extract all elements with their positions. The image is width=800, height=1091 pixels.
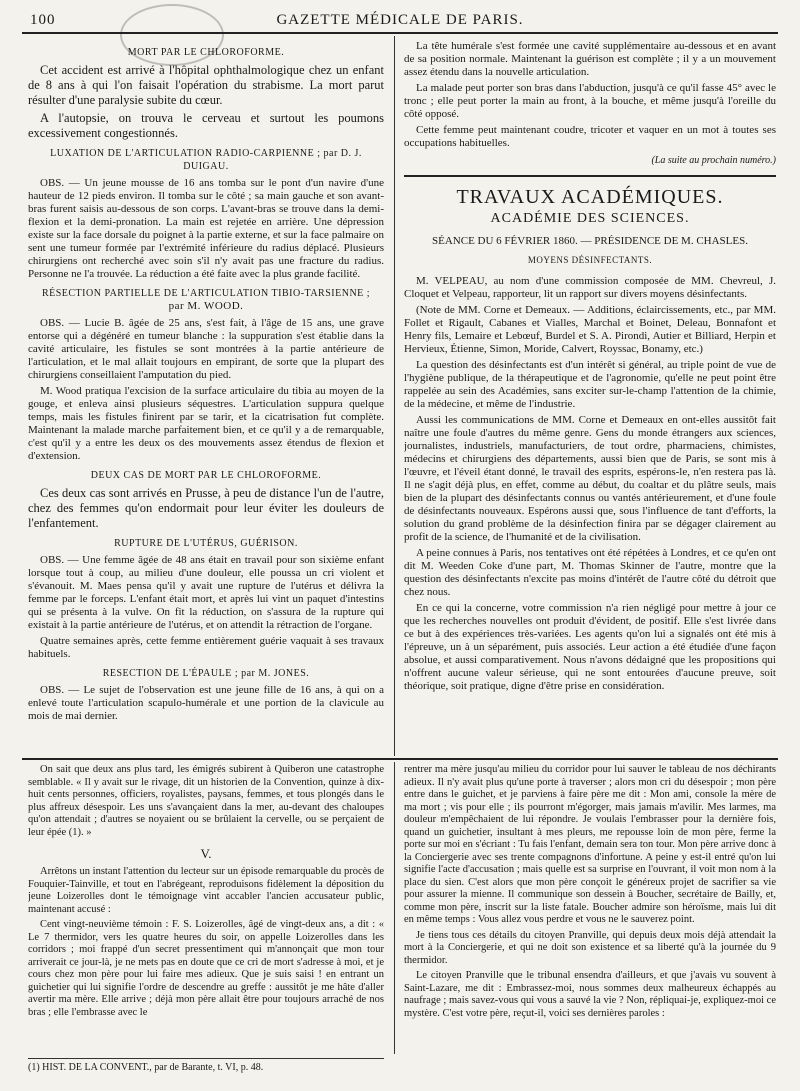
paragraph: OBS. — Le sujet de l'observation est une jeune fille de 16 ans, à qui on a enlevé toute l'articulation scapulo-humérale et une portion de la clavicule au mois de mai dernier. — [28, 684, 384, 722]
chapter-number: V. — [200, 846, 212, 861]
paragraph: Cette femme peut maintenant coudre, tricoter et vaquer en un mot à toutes ses occupations habituelles. — [404, 124, 776, 149]
paragraph: La question des désinfectants est d'un intérêt si général, au triple point de vue de l'hygiène publique, de la thérapeutique et de l'agronomie, qu'elle ne peut point être rappelée au sein des Académies, sans exciter sur-le-champ l'attention de la chimie, de la médecine, et même de l'industrie. — [404, 359, 776, 410]
paragraph: A l'autopsie, on trouva le cerveau et surtout les poumons excessivement congestionnés. — [28, 111, 384, 140]
paragraph: OBS. — Une femme âgée de 48 ans était en travail pour son sixième enfant lorsque tout à coup, au milieu d'une douleur, elle poussa un cri violent et s'évanouit. M. Maes pensa qu'il y avait une rupture de l'utérus et délivra la femme par le forceps. L'enfant était mort, et après lui vint un paquet d'intestins qui se présenta à la vulve. On fit la réduction, on s'assura de la rupture qui existait à la partie antérieure de l'utérus, et on attendit la rétraction de l'organe. — [28, 554, 384, 631]
footnote-rule — [28, 1058, 384, 1059]
page-header — [22, 10, 778, 34]
paragraph: (Note de MM. Corne et Demeaux. — Additions, éclaircissements, etc., par MM. Follet et Rigault, Cabanes et Vialles, Marchal et Boinet, Deleau, Bonnafont et Henry fils, Lemaire et Lebœuf, Burdel et S. A. Pirondi, Autier et Billiard, Herpin et Hervieux, Étienne, Simon, Moride, Calvert, Royssac, Bonamy, etc.) — [404, 304, 776, 355]
footnote: (1) HIST. DE LA CONVENT., par de Barante, t. VI, p. 48. — [28, 1062, 264, 1073]
paragraph: Le citoyen Pranville que le tribunal ensendra d'ailleurs, et que j'avais vu souvent à Saint-Lazare, me dit : Embrassez-moi, nous sommes deux malheureux échappés au naufrage ; mais savez-vous qui vous a sauvé la vie ? Non, répliquai-je, expliquez-moi ce mystère. C'est votre père, reçut-il, voici ses dernières paroles : — [404, 970, 776, 1019]
paragraph: Cet accident est arrivé à l'hôpital ophthalmologique chez un enfant de 8 ans à qui l'on faisait l'opération du strabisme. La mort parut résulter d'une paralysie subite du cœur. — [28, 63, 384, 107]
paragraph: La malade peut porter son bras dans l'abduction, jusqu'à ce qu'il fasse 45° avec le tronc ; elle peut porter la main au front, à la bouche, et même jusqu'à l'oreille du côté opposé. — [404, 82, 776, 120]
session-line: SÉANCE DU 6 FÉVRIER 1860. — PRÉSIDENCE DE M. CHASLES. — [432, 235, 748, 247]
paragraph: OBS. — Lucie B. âgée de 25 ans, s'est fait, à l'âge de 15 ans, une grave entorse qui a dégénéré en tumeur blanche : la suppuration s'est établie dans la cavité articulaire, les fistules se sont montrées à la partie antérieure de l'articulation, et le mal allait toujours en empirant, de sorte que la plupart des chirurgiens conseillaient l'amputation du pied. — [28, 317, 384, 381]
section-heading: MORT PAR LE CHLOROFORME. — [127, 47, 285, 58]
paragraph: M. Wood pratiqua l'excision de la surface articulaire du tibia au moyen de la gouge, et enleva ainsi plusieurs séquestres. L'articulation suppura quelque temps, mais les fistules finirent par se tarir, et la cicatrisation fut complète. Maintenant la malade marche parfaitement bien, et ce qu'il y a de remarquable, c'est qu'il y a entre les deux os des mouvements assez étendus de flexion et d'extension. — [28, 385, 384, 462]
academy-title: ACADÉMIE DES SCIENCES. — [490, 211, 690, 226]
section-heading: RUPTURE DE L'UTÉRUS, GUÉRISON. — [114, 538, 298, 549]
section-title: TRAVAUX ACADÉMIQUES. — [456, 186, 724, 208]
paragraph: Aussi les communications de MM. Corne et Demeaux en ont-elles aussitôt fait naître une foule d'autres du même genre. Gens du monde étrangers aux sciences, journalistes, industriels, manufacturiers, de tout ordre, pharmaciens, chimistes, médecins et chirurgiens des départements, aussi bien que de Paris, se sont mis à l'œuvre, et l'éveil étant donné, le travail des esprits, espérons-le, n'en restera pas là. Il ne s'agit déjà plus, en effet, comme au début, du coaltar et du plâtre seuls, mais bien de la plupart des désinfectants connus ou vantés antérieurement, et d'une foule de désinfectants nouveaux. Espérons aussi que, sous l'influence de tant d'efforts, la solution du grand problème de la désinfection finira par se dégager clairement au profit de la science, de l'humanité et de la civilisation. — [404, 414, 776, 543]
section-heading: RÉSECTION PARTIELLE DE L'ARTICULATION TIBIO-TARSIENNE ; — [41, 288, 371, 299]
section-heading: RESECTION DE L'ÉPAULE ; par M. JONES. — [102, 668, 310, 679]
section-heading: LUXATION DE L'ARTICULATION RADIO-CARPIENNE ; par D. J. DUIGAU. — [50, 148, 362, 172]
paragraph: Quatre semaines après, cette femme entièrement guérie vaquait à ses travaux habituels. — [28, 635, 384, 660]
section-rule — [404, 175, 776, 177]
paragraph: Ces deux cas sont arrivés en Prusse, à peu de distance l'un de l'autre, chez des femmes qu'on endormait pour leur éviter les douleurs de l'enfantement. — [28, 486, 384, 530]
page-number: 100 — [30, 12, 56, 28]
feuilleton-right-column — [404, 764, 776, 1052]
right-column — [404, 40, 776, 752]
topic-heading: MOYENS DÉSINFECTANTS. — [527, 255, 653, 265]
paragraph: A peine connues à Paris, nos tentatives ont été répétées à Londres, et ce qu'en ont dit M. Weeden Coke d'une part, M. Thomas Skinner de l'autre, montre que la question des désinfectants n'excite pas moins d'intérêt de l'autre côté du détroit que chez nous. — [404, 547, 776, 598]
section-heading: DEUX CAS DE MORT PAR LE CHLOROFORME. — [90, 470, 322, 481]
paragraph: OBS. — Un jeune mousse de 16 ans tomba sur le pont d'un navire d'une hauteur de 12 pieds environ. Il tomba sur le côté ; sa main gauche et son avant-bras furent saisis au-dessous de son corps. L'avant-bras se trouve dans la demi-flexion et la demi-pronation. La main est rejetée en arrière. Une dépression existe sur la face dorsale du poignet à la partie externe, et sur la face palmaire on sent une tumeur formée par l'extrémité inférieure du radius déplacé. Plusieurs chirurgiens ont recherché avec soin s'il n'y avait pas une fracture du radius. Personne ne l'a trouvée. La réduction a été faite avec la plus grande facilité. — [28, 177, 384, 280]
feuilleton-left-column — [28, 764, 384, 1052]
paragraph: Je tiens tous ces détails du citoyen Pranville, qui depuis deux mois déjà attendait la mort à la Conciergerie, et qui ne doit son existence et sa liberté qu'à la journée du 9 thermidor. — [404, 929, 776, 966]
paragraph: La tête humérale s'est formée une cavité supplémentaire au-dessous et en avant de sa position normale. Maintenant la guérison est complète ; il y a un mouvement assez étendu dans la nouvelle articulation. — [404, 40, 776, 78]
left-column — [28, 40, 384, 752]
journal-title: GAZETTE MÉDICALE DE PARIS. — [276, 12, 524, 28]
column-divider — [394, 762, 395, 1054]
paragraph: En ce qui la concerne, votre commission n'a rien négligé pour mettre à jour ce que les recherches nouvelles ont produit d'évident, de positif. Elle s'est livrée dans ce but à des expériences très-variées. Les agents qu'on lui a signalés ont été mis à l'épreuve, un à un séparément, puis associés. Leur action a été étudiée d'une façon absolue, et aussi comparativement. Nous n'avons dédaigné que les propositions qui n'offrent aucune valeur sérieuse, qui ne sont entourées d'aucune preuve, soit théorique, soit pratique, digne d'être prise en considération. — [404, 602, 776, 692]
feuilleton-rule — [22, 758, 778, 760]
continuation-note: (La suite au prochain numéro.) — [651, 155, 776, 166]
paragraph: M. VELPEAU, au nom d'une commission composée de MM. Chevreul, J. Cloquet et Velpeau, rapporteur, lit un rapport sur divers moyens désinfectants. — [404, 275, 776, 300]
column-divider — [394, 36, 395, 756]
paragraph: Arrêtons un instant l'attention du lecteur sur un épisode remarquable du procès de Fouquier-Tainville, et tout en l'abrégeant, reproduisons fidèlement la déposition du jeune Loizerolles dont le témoignage vint accabler l'ancien accusateur public, maintenant accusé : — [28, 866, 384, 915]
paragraph: On sait que deux ans plus tard, les émigrés subirent à Quiberon une catastrophe semblable. « Il y avait sur le rivage, dit un historien de la Convention, quinze à dix-huit cents personnes, officiers, royalistes, paysans, femmes, et tous plongés dans le plus affreux désespoir. Les uns s'avançaient dans la mer, au-devant des chaloupes qu'on attendait ; d'autres se noyaient ou se brûlaient la cervelle, ou se perçaient de leur épée (1). » — [28, 764, 384, 838]
section-subheading: par M. WOOD. — [168, 300, 244, 312]
paragraph: Cent vingt-neuvième témoin : F. S. Loizerolles, âgé de vingt-deux ans, a dit : « Le 7 thermidor, vers les quatre heures du soir, on appelle Loizerolles dans les corridors ; moi frappé d'un secret pressentiment qui m'annonçait que mon tour arriverait ce jour-là, je ne mets pas en doute que ce cri de mort s'adresse à moi, et je cours chez mon père pour lui faire mes adieux. Que je suis saisi ! en entrant un guichetier qui lui signifie l'ordre de descendre au greffe : aussitôt je me hâte d'aller avertir ma mère. Elle arrive ; déjà mon père allait être pour toujours arraché de nos bras ; elle l'embrasse avec le — [28, 919, 384, 1018]
paragraph: rentrer ma mère jusqu'au milieu du corridor pour lui sauver le tableau de nos déchirants adieux. Il n'y avait plus qu'une porte à traverser ; alors mon cri du désespoir ; mon père entre dans le guichet, et je parviens à faire père me dit : Mon ami, console la mère de ma mort ; vis pour elle ; ils pourront m'égorger, mais jamais m'avilir. Mes larmes, ma douleur m'empêchaient de lui répondre. Je voulais l'embrasser pour la dernière fois, quand un guichetier, insultant à mes pleurs, me repousse loin de mon père, ferme la porte sur moi en s'écriant : Tu fais l'enfant, demain sera ton tour. Mon père arrive donc à la Conciergerie avec ses trente compagnons d'infortune. A peine y est-il entré qu'on lui signifie l'acte d'accusation ; mais quelle est sa surprise en l'ouvrant, il voit mon nom à la place du sien. C'est alors que mon père conçoit le généreux projet de sacrifier sa vie pour assurer la mienne. Il communique son dessein à Boucher, secrétaire de Bailly, et, comme mon père, inscrit sur la liste fatale. Boucher admire son héroïsme, mais lui dit en même temps : Vous allez vous perdre et vous ne le sauverez point. — [404, 764, 776, 925]
